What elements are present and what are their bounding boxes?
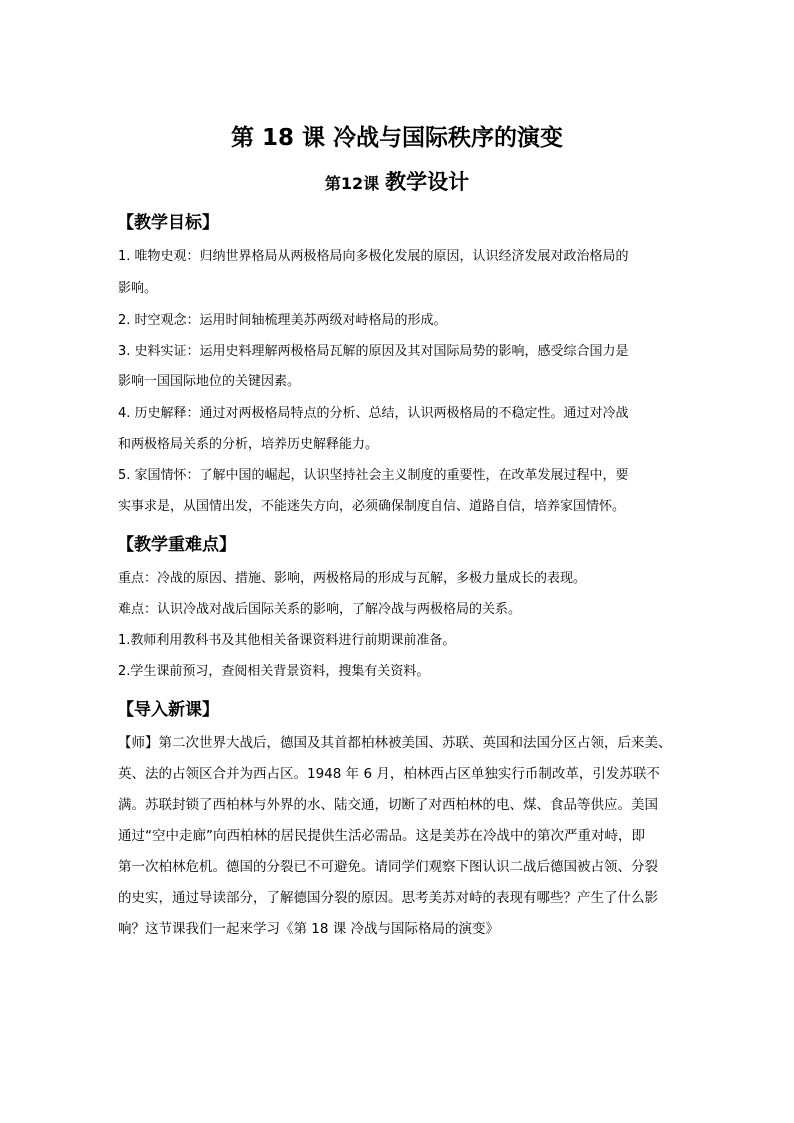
introduction-line: 第一次柏林危机。德国的分裂已不可避免。请同学们观察下图认识二战后德国被占领、分裂 (118, 859, 658, 875)
goals-line: 4. 历史解释：通过对两极格局特点的分析、总结，认识两极格局的不稳定性。通过对冷战 (118, 406, 629, 421)
goals-line: 3. 史料实证：运用史料理解两极格局瓦解的原因及其对国际局势的影响，感受综合国力是 (118, 344, 629, 359)
key-points-line: 1.教师利用教科书及其他相关备课资料进行前期课前准备。 (118, 633, 456, 648)
subtitle-design-label: 教学设计 (385, 170, 470, 194)
introduction-line: 英、法的占领区合并为西占区。1948 年 6 月，柏林西占区单独实行币制改革，引发苏联不 (118, 766, 660, 782)
goals-line: 2. 时空观念：运用时间轴梳理美苏两级对峙格局的形成。 (118, 313, 447, 328)
key-points-line: 2.学生课前预习，查阅相关背景资料，搜集有关资料。 (118, 664, 430, 679)
subtitle-lesson-number: 第12课 (324, 174, 380, 193)
goals-line: 实事求是，从国情出发，不能迷失方向，必须确保制度自信、道路自信，培养家国情怀。 (118, 499, 626, 514)
document-subtitle (0, 167, 794, 199)
key-points-line: 难点：认识冷战对战后国际关系的影响，了解冷战与两极格局的关系。 (118, 602, 522, 617)
section-heading-introduction: 【导入新课】 (117, 700, 219, 720)
introduction-line: 【师】第二次世界大战后，德国及其首都柏林被美国、苏联、英国和法国分区占领，后来美、 (118, 735, 672, 751)
introduction-line: 通过“空中走廊”向西柏林的居民提供生活必需品。这是美苏在冷战中的第次严重对峙，即 (118, 828, 645, 844)
introduction-line: 满。苏联封锁了西柏林与外界的水、陆交通，切断了对西柏林的电、煤、食品等供应。美国 (118, 797, 658, 813)
section-heading-teaching-goals: 【教学目标】 (117, 213, 219, 233)
goals-line: 和两极格局关系的分析，培养历史解释能力。 (118, 437, 379, 452)
key-points-line: 重点：冷战的原因、措施、影响，两极格局的形成与瓦解，多极力量成长的表现。 (118, 571, 587, 586)
introduction-line: 的史实，通过导读部分，了解德国分裂的原因。思考美苏对峙的表现有哪些？产生了什么影 (118, 890, 658, 906)
introduction-line: 响？这节课我们一起来学习《第 18 课 冷战与国际格局的演变》 (118, 921, 500, 937)
goals-line: 5. 家国情怀：了解中国的崛起，认识坚持社会主义制度的重要性，在改革发展过程中，要 (118, 468, 629, 483)
section-heading-key-points: 【教学重难点】 (117, 535, 236, 555)
goals-line: 1. 唯物史观：归纳世界格局从两极格局向多极化发展的原因，认识经济发展对政治格局的 (118, 249, 629, 264)
document-title: 第 18 课 冷战与国际秩序的演变 (230, 125, 564, 151)
goals-line: 影响。 (118, 281, 158, 296)
goals-line: 影响一国国际地位的关键因素。 (118, 374, 301, 389)
